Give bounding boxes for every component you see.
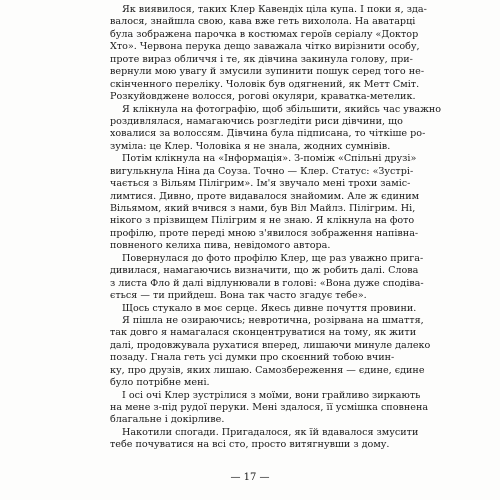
page-number: — 17 — [230,472,270,483]
text-line: Розкуйовджене волосся, рогові окуляри, краватка-метелик. [110,91,416,103]
text-line: ховалися за волоссям. Дівчина була підписана, то чіткіше ро- [110,128,426,140]
text-line: лимтися. Дивно, проте видавалося знайомим. Але ж єдиним [110,190,420,202]
text-line: профілю, проте переді мною з'явилося зображення напівна- [110,227,419,239]
text-line: було потрібне мені. [110,377,210,389]
text-line: зуміла: це Клер. Чоловіка я не знала, жодних сумнівів. [110,140,391,152]
text-line: Як виявилося, таких Клер Кавендіх ціла купа. І поки я, зда- [122,4,427,15]
text-line: валося, знайшла свою, кава вже геть вихолола. На аватарці [110,16,416,28]
text-line: ється — ти прийдеш. Вона так часто згадує тебе». [110,290,367,302]
text-line: позаду. Гнала геть усі думки про скоєнний тобою вчин- [110,352,395,364]
text-line: Накотили спогади. Пригадалося, як їй вдавалося змусити [122,426,419,438]
text-line: нікого з прізвищем Пілігрим я не знаю. Я клікнула на фото [110,215,415,227]
text-line: Повернулася до фото профілю Клер, ще раз уважно прига- [122,252,424,264]
text-line: тебе почуватися на всі сто, просто витягнувши з дому. [110,439,390,451]
text-line: Щось стукало в моє серце. Якесь дивне почуття провини. [122,302,417,314]
text-line: Вільямом, який вчився з нами, був Віл Майлз. Пілігрим. Ні, [110,203,416,214]
text-line: з листа Фло й далі відлунювали в голові: «Вона дуже сподіва- [110,277,424,289]
text-line: скінченного переліку. Чоловік був одягнений, як Метт Сміт. [110,78,420,90]
text-line: Я клікнула на фотографію, щоб збільшити, якийсь час уважно [122,103,442,115]
text-line: І осі очі Клер зустрілися з моїми, вони грайливо зиркають [122,389,421,401]
text-line: на мене з-під рудої перуки. Мені здалося, її усмішка сповнена [110,402,429,413]
text-line: Потім клікнула на «Інформація». З-поміж «Спільні друзі» [122,153,417,165]
text-line: далі, продовжувала рухатися вперед, лишаючи минуле далеко [110,339,431,351]
text-line: проте вираз обличчя і те, як дівчина закинула голову, при- [110,53,413,65]
text-line: повненого келиха пива, невідомого автора. [110,240,331,252]
text-line: роздивлялася, намагаючись розгледіти риси дівчини, що [110,115,403,127]
text-line: ку, про друзів, яких лишаю. Самозбереження — єдине, єдине [110,364,425,376]
text-line: була зображена парочка в костюмах героїв серіалу «Доктор [110,28,419,40]
text-line: благальне і докірливе. [110,414,225,426]
text-line: так довго я намагалася сконцентруватися на тому, як жити [110,327,417,339]
text-line: дивилася, намагаючись визначити, що ж робить далі. Слова [110,265,419,277]
text-line: вернули мою увагу й змусили зупинити пошук серед того не- [110,66,425,78]
text-line: Я пішла не озираючись; невротична, розірвана на шмаття, [122,314,424,326]
text-line: чається з Вільям Пілігрим». Ім'я звучало мені трохи заміс- [110,178,411,190]
body-text [110,4,442,452]
text-line: вигулькнула Ніна да Соуза. Точно — Клер. Статус: «Зустрі- [110,165,414,177]
text-line: Хто». Червона перука дещо заважала чітко вирізнити особу, [110,41,420,53]
